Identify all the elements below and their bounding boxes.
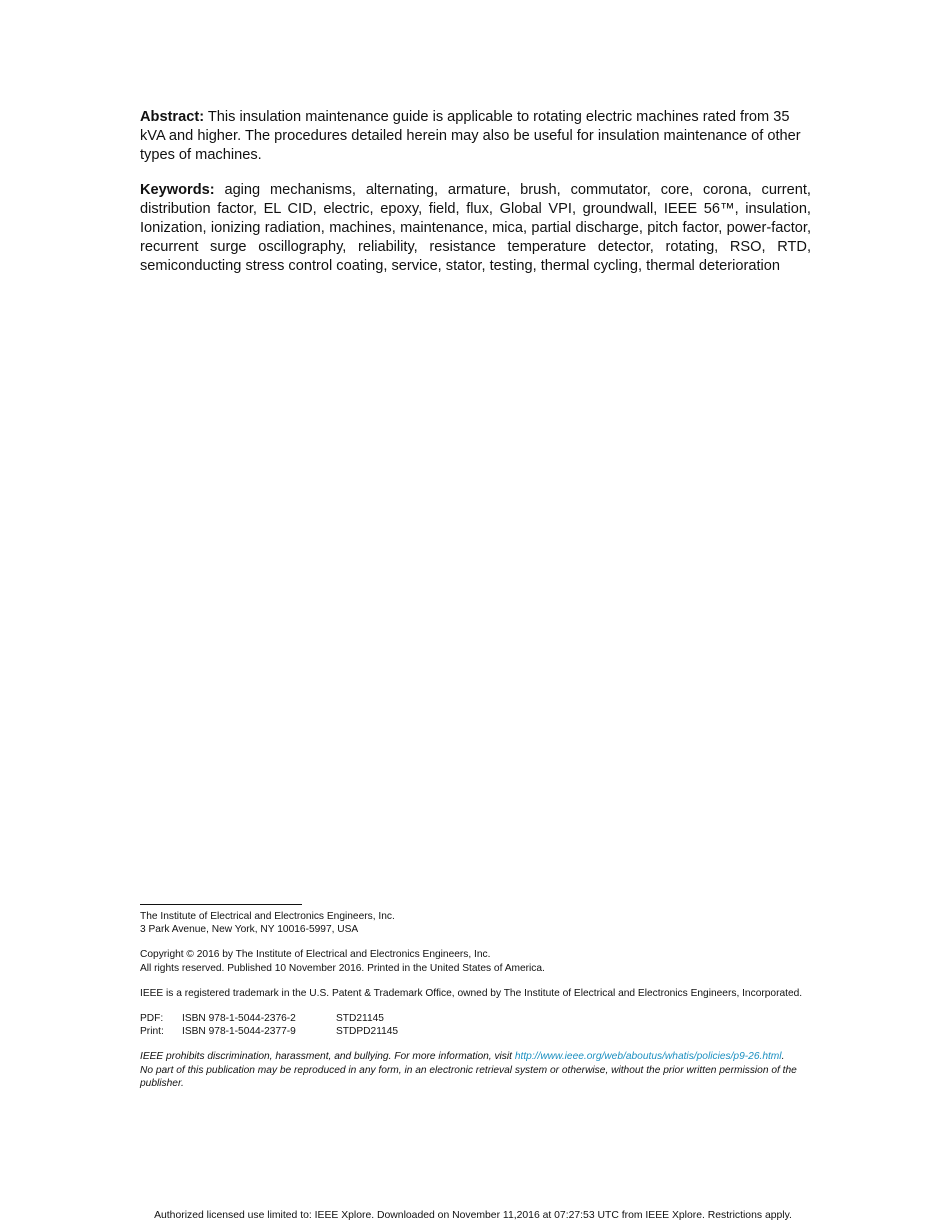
abstract-text: This insulation maintenance guide is applicable to rotating electric machines rated from 35 kVA and higher. The procedures detailed herein may also be useful for insulation maintenance of other types of machines. (140, 109, 801, 163)
publisher-name: The Institute of Electrical and Electronics Engineers, Inc. (140, 911, 395, 922)
policy-end: . (781, 1051, 785, 1063)
isbn-number: ISBN 978-1-5044-2377-9 (182, 1026, 296, 1038)
publisher-address: 3 Park Avenue, New York, NY 10016-5997, USA (140, 924, 359, 936)
copyright-line: Copyright © 2016 by The Institute of Electrical and Electronics Engineers, Inc. (140, 949, 491, 961)
rights-line: All rights reserved. Published 10 November 2016. Printed in the United States of America. (140, 962, 545, 974)
keywords-label: Keywords: (140, 182, 215, 199)
abstract-paragraph (140, 108, 811, 164)
footnote-rule (140, 904, 302, 905)
reproduction-notice: No part of this publication may be reproduced in any form, in an electronic retrieval system or otherwise, without the prior written permission of the publisher. (140, 1064, 797, 1089)
trademark-notice: IEEE is a registered trademark in the U.S. Patent & Trademark Office, owned by The Institute of Electrical and Electronics Engineers, Incorporated. (140, 987, 803, 999)
isbn-format: Print: (140, 1026, 164, 1038)
publication-info (140, 904, 815, 1090)
policy-text: IEEE prohibits discrimination, harassment, and bullying. For more information, visit (140, 1051, 515, 1063)
abstract-label: Abstract: (140, 109, 205, 125)
front-matter-main (140, 108, 811, 275)
isbn-code: STDPD21145 (336, 1026, 399, 1038)
isbn-row-print (140, 1025, 815, 1038)
isbn-number: ISBN 978-1-5044-2376-2 (182, 1013, 296, 1025)
keywords-text: aging mechanisms, alternating, armature, brush, commutator, core, corona, current, distribution factor, EL CID, electric, epoxy, field, flux, Global VPI, groundwall, IEEE 56™, insulation, Ionization, ionizing radiation, machines, maintenance, mica, partial discharge, pitch factor, power-factor, recurrent surge oscillography, reliability, resistance temperature detector, rotating, RSO, RTD, semiconducting stress control coating, service, stator, testing, thermal cycling, thermal deterioration (140, 182, 811, 274)
publisher-block (140, 910, 815, 936)
policy-notice (140, 1050, 815, 1063)
isbn-block (140, 1012, 815, 1038)
isbn-format: PDF: (140, 1013, 164, 1025)
policy-link[interactable]: http://www.ieee.org/web/aboutus/whatis/policies/p9-26.html (514, 1051, 782, 1063)
keywords-paragraph (140, 181, 811, 275)
isbn-code: STD21145 (336, 1013, 384, 1025)
isbn-row-pdf (140, 1012, 815, 1025)
copyright-block (140, 948, 815, 974)
download-notice: Authorized licensed use limited to: IEEE Xplore. Downloaded on November 11,2016 at 07:27:53 UTC from IEEE Xplore. Restrictions apply. (154, 1210, 792, 1221)
